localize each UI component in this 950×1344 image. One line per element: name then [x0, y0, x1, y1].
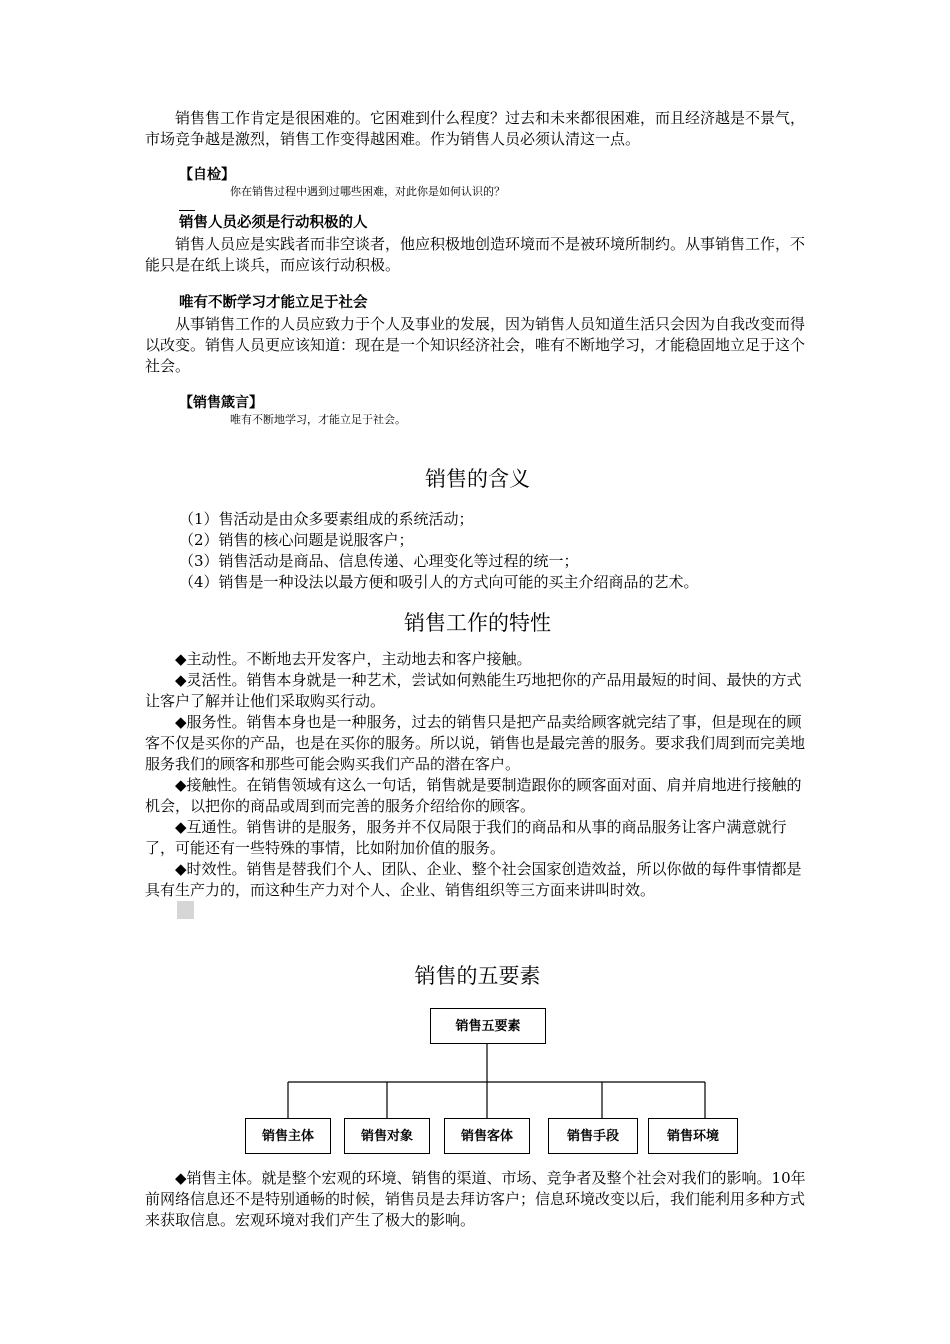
diagram-child-node: 销售主体 [245, 1118, 331, 1154]
meaning-list [145, 509, 810, 593]
document-page [145, 108, 810, 1231]
feature-item: ◆灵活性。销售本身就是一种艺术，尝试如何熟能生巧地把你的产品用最短的时间、最快的方式让客户了解并让他们采取购买行动。 [145, 671, 802, 710]
meaning-item: （2）销售的核心问题是说服客户； [179, 531, 414, 549]
feature-item: ◆接触性。在销售领域有这么一句话，销售就是要制造跟你的顾客面对面、肩并肩地进行接触的机会，以把你的商品或周到而完善的服务介绍给你的顾客。 [145, 776, 802, 815]
five-elements-title: 销售的五要素 [414, 964, 541, 988]
section-heading-learning: 唯有不断学习才能立足于社会 [179, 295, 368, 311]
meaning-item: （3）销售活动是商品、信息传递、心理变化等过程的统一； [179, 552, 579, 570]
meaning-item: （1）售活动是由众多要素组成的系统活动； [179, 510, 474, 528]
divider-rule [179, 210, 195, 211]
diagram-child-node: 销售手段 [548, 1118, 638, 1154]
self-check-question: 你在销售过程中遇到过哪些困难，对此你是如何认识的？ [230, 185, 505, 198]
feature-item: ◆服务性。销售本身也是一种服务，过去的销售只是把产品卖给顾客就完结了事，但是现在的顾客不仅是买你的产品，也是在买你的服务。所以说，销售也是最完善的服务。要求我们周到而完美地服务我们的顾客和那些可能会购买我们产品的潜在客户。 [145, 713, 806, 773]
five-elements-description: ◆销售主体。就是整个宏观的环境、销售的渠道、市场、竞争者及整个社会对我们的影响。10年前网络信息还不是特别通畅的时候，销售员是去拜访客户；信息环境改变以后，我们能利用多种方式来获取信息。宏观环境对我们产生了极大的影响。 [145, 1169, 806, 1229]
motto-text: 唯有不断地学习，才能立足于社会。 [230, 413, 406, 426]
diagram-root-node: 销售五要素 [430, 1008, 546, 1044]
feature-item: ◆互通性。销售讲的是服务，服务并不仅局限于我们的商品和从事的商品服务让客户满意就行了，可能还有一些特殊的事情，比如附加价值的服务。 [145, 818, 787, 857]
diagram-child-node: 销售客体 [444, 1118, 530, 1154]
diagram-child-node: 销售环境 [648, 1118, 738, 1154]
meaning-title: 销售的含义 [425, 467, 530, 491]
intro-paragraph: 销售售工作肯定是很困难的。它困难到什么程度？过去和未来都很困难，而且经济越是不景气，市场竞争越是激烈，销售工作变得越困难。作为销售人员必须认清这一点。 [145, 109, 806, 148]
section-body-active: 销售人员应是实践者而非空谈者，他应积极地创造环境而不是被环境所制约。从事销售工作，不能只是在纸上谈兵，而应该行动积极。 [145, 235, 806, 274]
self-check-label: 【自检】 [179, 167, 235, 183]
meaning-item: （4）销售是一种设法以最方便和吸引人的方式向可能的买主介绍商品的艺术。 [179, 573, 699, 591]
section-body-learning: 从事销售工作的人员应致力于个人及事业的发展，因为销售人员知道生活只会因为自我改变而得以改变。销售人员更应该知道：现在是一个知识经济社会，唯有不断地学习，才能稳固地立足于这个社会。 [145, 315, 806, 375]
section-heading-active: 销售人员必须是行动积极的人 [179, 215, 368, 231]
features-title: 销售工作的特性 [404, 611, 551, 635]
features-list [145, 649, 810, 901]
motto-label: 【销售箴言】 [179, 395, 263, 411]
five-elements-diagram [145, 1008, 810, 1148]
feature-item: ◆时效性。销售是替我们个人、团队、企业、整个社会国家创造效益，所以你做的每件事情都是具有生产力的，而这种生产力对个人、企业、销售组织等三方面来讲叫时效。 [145, 860, 802, 899]
feature-item: ◆主动性。不断地去开发客户，主动地去和客户接触。 [175, 650, 532, 668]
grey-marker [177, 901, 194, 919]
diagram-child-node: 销售对象 [344, 1118, 430, 1154]
